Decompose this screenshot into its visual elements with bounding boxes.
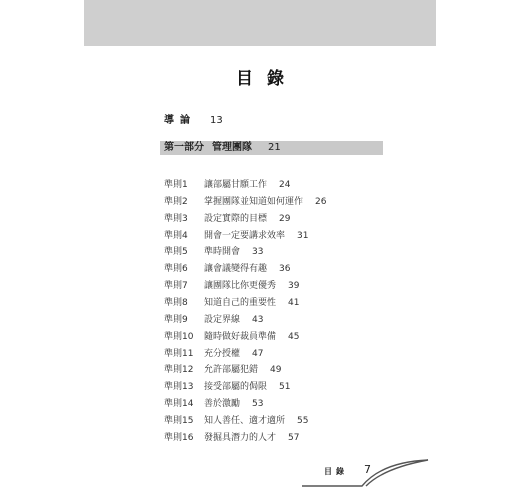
rule-number: 準則1 <box>164 180 188 190</box>
rule-page: 55 <box>297 416 309 427</box>
rule-title: 讓部屬甘願工作 <box>204 180 268 190</box>
rule-number: 準則15 <box>164 416 194 427</box>
rule-number: 準則7 <box>164 281 188 292</box>
rule-page: 41 <box>288 298 300 309</box>
footer-label: 目錄 <box>324 467 348 476</box>
rule-page: 39 <box>288 281 300 292</box>
rule-title: 設定實際的目標 <box>204 213 268 224</box>
rule-page: 57 <box>288 432 300 443</box>
rule-title: 準時開會 <box>204 247 241 258</box>
rule-page: 29 <box>279 213 291 224</box>
header-band <box>84 0 436 46</box>
toc-rule-entry[interactable] <box>164 396 326 413</box>
rule-number: 準則12 <box>164 365 194 376</box>
rule-title: 知道自己的重要性 <box>204 298 277 309</box>
toc-rule-entry[interactable] <box>164 312 326 329</box>
page-footer <box>300 458 440 488</box>
toc-rule-entry[interactable] <box>164 362 326 379</box>
rule-title: 讓會議變得有趣 <box>204 264 268 275</box>
toc-rule-entry[interactable] <box>164 329 326 346</box>
toc-rule-entry[interactable] <box>164 177 326 194</box>
toc-rule-entry[interactable] <box>164 261 326 278</box>
rules-list <box>164 177 326 447</box>
rule-number: 準則16 <box>164 432 194 443</box>
rule-title: 知人善任、適才適所 <box>204 416 286 427</box>
toc-rule-entry[interactable] <box>164 211 326 228</box>
part-heading-bar[interactable] <box>160 141 383 155</box>
rule-number: 準則9 <box>164 314 188 325</box>
rule-number: 準則3 <box>164 213 188 224</box>
rule-page: 24 <box>279 180 291 190</box>
rule-title: 接受部屬的侷限 <box>204 382 268 393</box>
rule-number: 準則10 <box>164 331 194 342</box>
rule-title: 充分授權 <box>204 348 241 359</box>
toc-rule-entry[interactable] <box>164 295 326 312</box>
rule-number: 準則5 <box>164 247 188 258</box>
rule-title: 允許部屬犯錯 <box>204 365 259 376</box>
toc-rule-entry[interactable] <box>164 346 326 363</box>
part-title: 管理團隊 <box>212 142 252 153</box>
rule-number: 準則11 <box>164 348 194 359</box>
rule-page: 33 <box>252 247 264 258</box>
rule-number: 準則8 <box>164 298 188 309</box>
rule-page: 49 <box>270 365 282 376</box>
rule-page: 51 <box>279 382 291 393</box>
rule-title: 開會一定要講求效率 <box>204 230 286 241</box>
toc-rule-entry[interactable] <box>164 278 326 295</box>
toc-rule-entry[interactable] <box>164 244 326 261</box>
rule-number: 準則6 <box>164 264 188 275</box>
rule-title: 發掘具潛力的人才 <box>204 432 277 443</box>
rule-page: 45 <box>288 331 300 342</box>
toc-rule-entry[interactable] <box>164 413 326 430</box>
rule-number: 準則4 <box>164 230 188 241</box>
intro-label: 導論 <box>164 115 196 126</box>
rule-page: 53 <box>252 399 264 410</box>
rule-number: 準則2 <box>164 196 188 207</box>
page-title: 目錄 <box>236 69 298 89</box>
toc-rule-entry[interactable] <box>164 228 326 245</box>
part-number: 第一部分 <box>164 142 204 153</box>
intro-page: 13 <box>210 115 223 126</box>
rule-title: 讓團隊比你更優秀 <box>204 281 277 292</box>
toc-rule-entry[interactable] <box>164 379 326 396</box>
rule-number: 準則13 <box>164 382 194 393</box>
rule-page: 47 <box>252 348 264 359</box>
rule-page: 43 <box>252 314 264 325</box>
rule-page: 36 <box>279 264 291 275</box>
rule-title: 隨時做好裁員準備 <box>204 331 277 342</box>
footer-page-number: 7 <box>364 463 371 476</box>
rule-page: 31 <box>297 230 309 241</box>
rule-page: 26 <box>315 196 327 207</box>
rule-number: 準則14 <box>164 399 194 410</box>
rule-title: 善於激勵 <box>204 399 241 410</box>
part-page: 21 <box>268 142 281 153</box>
rule-title: 掌握團隊並知道如何運作 <box>204 196 304 207</box>
toc-rule-entry[interactable] <box>164 194 326 211</box>
rule-title: 設定界線 <box>204 314 241 325</box>
toc-intro-entry[interactable] <box>164 111 223 126</box>
toc-rule-entry[interactable] <box>164 430 326 447</box>
